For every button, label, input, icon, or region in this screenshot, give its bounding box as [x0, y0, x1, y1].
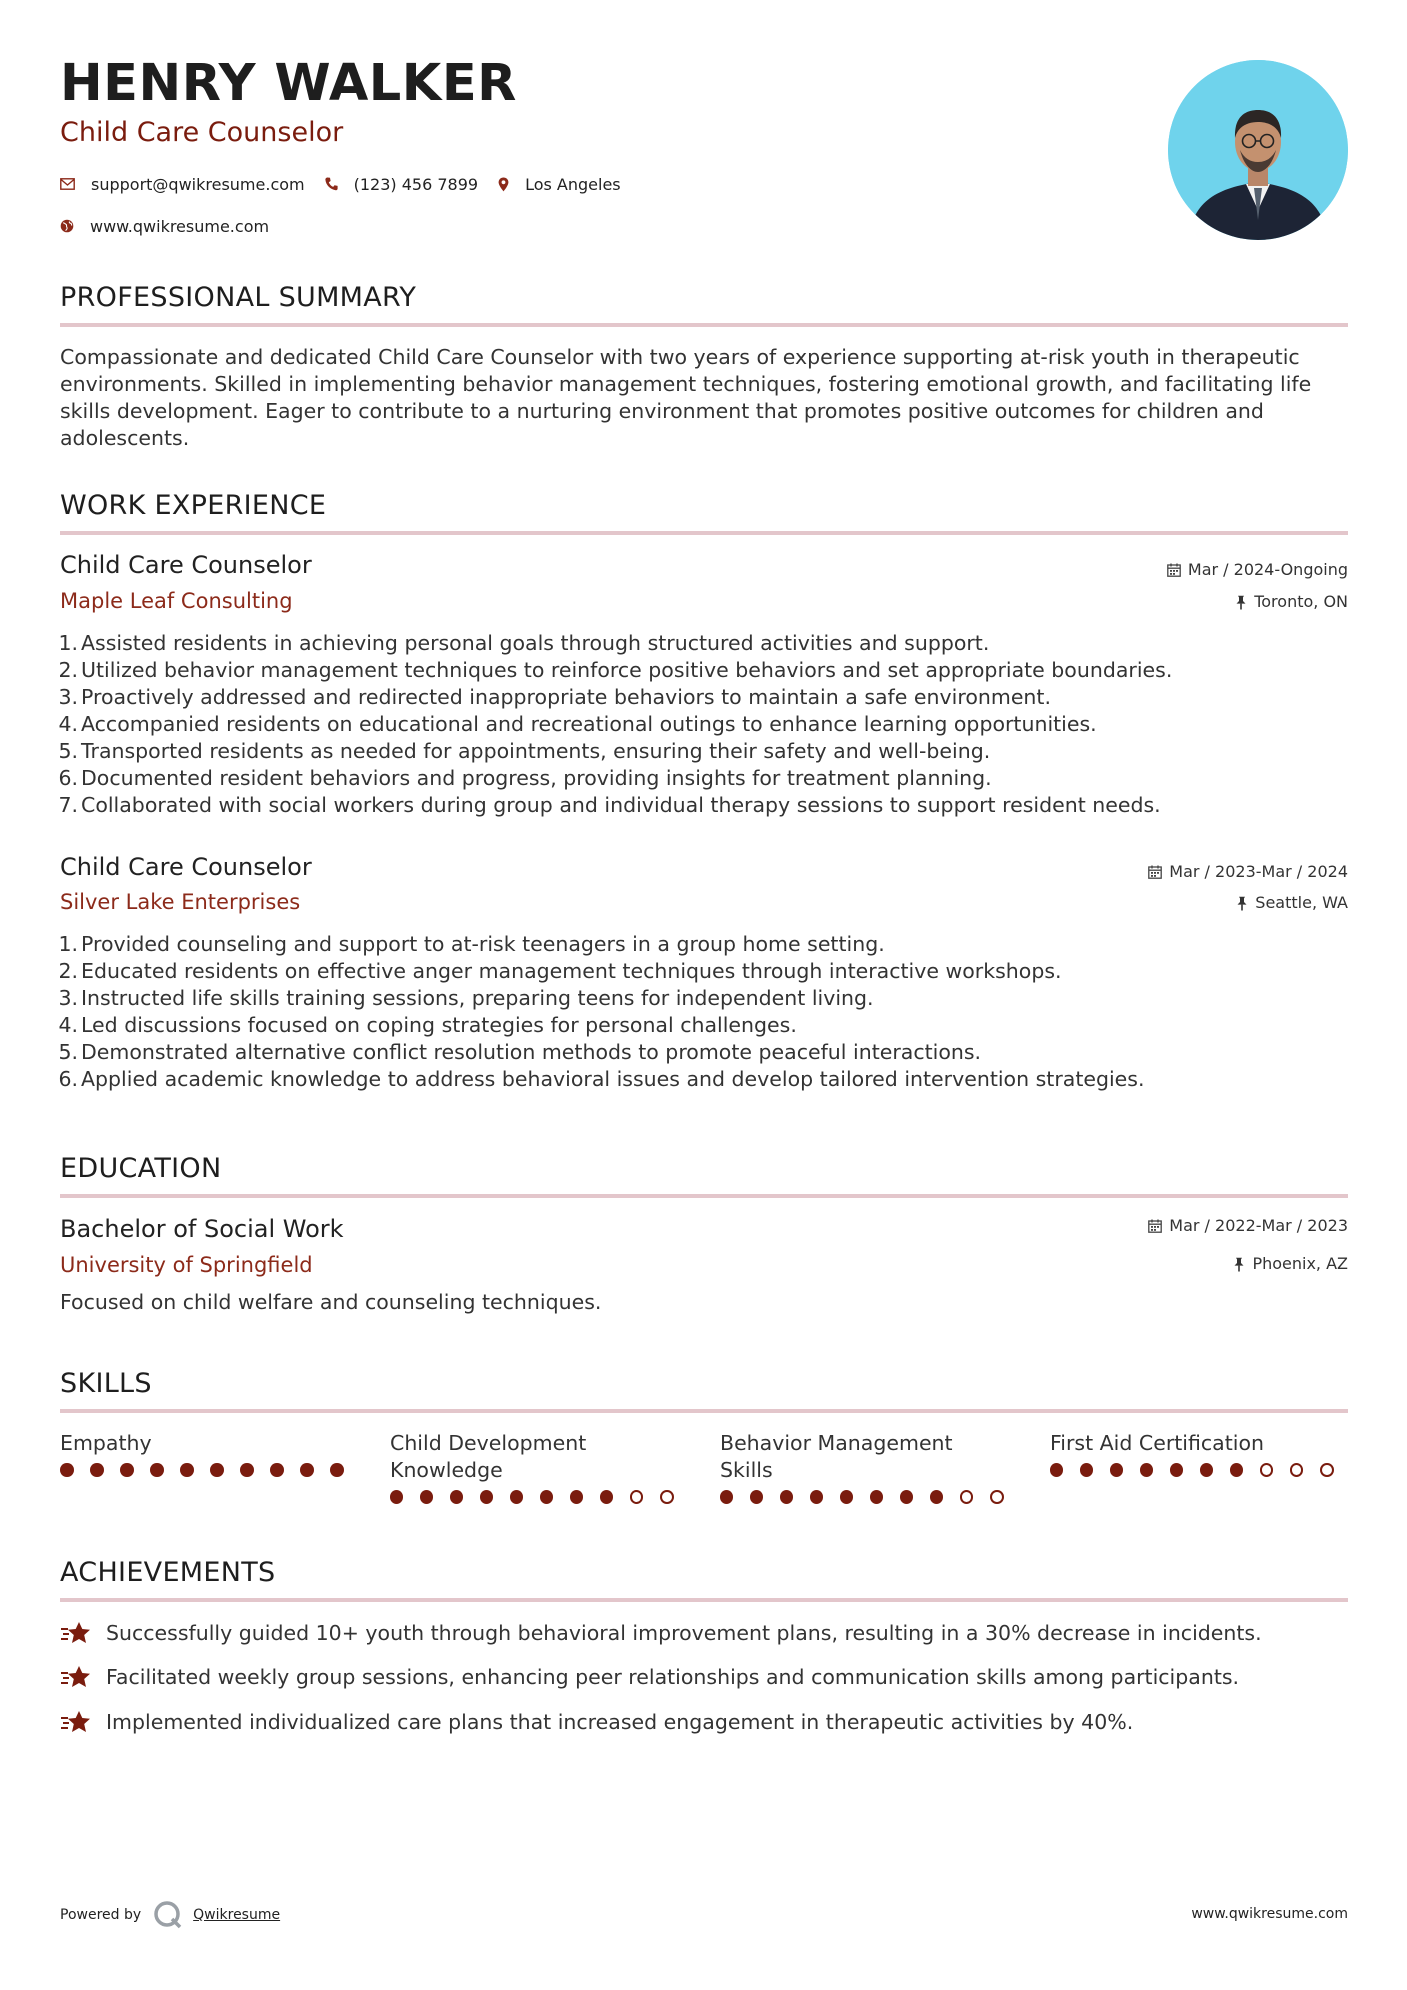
rating-dot-filled: [180, 1463, 194, 1477]
email-icon: [60, 178, 75, 190]
skill-rating: [1050, 1463, 1350, 1477]
job-1-location: [1235, 594, 1348, 610]
pushpin-icon: [1236, 896, 1248, 911]
rating-dot-filled: [210, 1463, 224, 1477]
rating-dot-filled: [930, 1490, 943, 1504]
job-1-company: Maple Leaf Consulting: [60, 589, 293, 613]
bullet-number: 6.: [58, 1067, 78, 1091]
rating-dot-filled: [90, 1463, 104, 1477]
bullet-number: 4.: [58, 1013, 78, 1037]
skills-heading: SKILLS: [60, 1369, 1348, 1413]
skill-name: Empathy: [60, 1431, 152, 1455]
location-text: Los Angeles: [525, 174, 621, 194]
skill-name: First Aid Certification: [1050, 1431, 1265, 1455]
profile-portrait-illustration: [1168, 60, 1348, 240]
contact-info: [60, 172, 920, 256]
globe-icon: [60, 219, 74, 233]
rating-dot-empty: [960, 1490, 974, 1504]
calendar-icon: [1148, 865, 1162, 879]
rating-dot-empty: [1260, 1463, 1274, 1477]
bullet-item: [48, 765, 1348, 792]
candidate-name: HENRY WALKER: [60, 54, 517, 113]
powered-by-text: Powered by: [60, 1907, 142, 1923]
bullet-text: Educated residents on effective anger management techniques through interactive workshops.: [81, 959, 1062, 983]
skill-name: Behavior Management Skills: [720, 1431, 953, 1482]
achievement-text: Successfully guided 10+ youth through behavioral improvement plans, resulting in a 30% decrease in incidents.: [106, 1621, 1262, 1645]
bullet-number: 1.: [58, 932, 78, 956]
bullet-item: [48, 684, 1348, 711]
rating-dot-filled: [570, 1490, 583, 1504]
achievement-item: [60, 1620, 1262, 1646]
contact-location: [498, 175, 621, 194]
education-dates: [1148, 1218, 1348, 1234]
bullet-number: 5.: [58, 1040, 78, 1064]
rating-dot-filled: [900, 1490, 913, 1504]
rating-dot-filled: [1200, 1463, 1213, 1477]
bullet-number: 5.: [58, 739, 78, 763]
footer-powered-by: [60, 1900, 280, 1930]
job-1-title: Child Care Counselor: [60, 551, 312, 579]
bullet-text: Demonstrated alternative conflict resolution methods to promote peaceful interactions.: [81, 1040, 982, 1064]
bullet-text: Assisted residents in achieving personal goals through structured activities and support.: [81, 631, 990, 655]
bullet-text: Provided counseling and support to at-risk teenagers in a group home setting.: [81, 932, 885, 956]
bullet-item: [48, 738, 1348, 765]
calendar-icon: [1148, 1219, 1162, 1233]
rating-dot-filled: [450, 1490, 463, 1504]
rating-dot-filled: [540, 1490, 553, 1504]
rating-dot-filled: [240, 1463, 254, 1477]
bullet-text: Utilized behavior management techniques to reinforce positive behaviors and set appropriate boundaries.: [81, 658, 1173, 682]
skill-name: Child Development Knowledge: [390, 1431, 587, 1482]
experience-heading: WORK EXPERIENCE: [60, 491, 1348, 535]
job-2-company: Silver Lake Enterprises: [60, 890, 301, 914]
achievement-text: Facilitated weekly group sessions, enhancing peer relationships and communication skills among participants.: [106, 1665, 1240, 1689]
phone-text: (123) 456 7899: [353, 174, 479, 194]
bullet-text: Accompanied residents on educational and recreational outings to enhance learning opportunities.: [81, 712, 1097, 736]
rating-dot-filled: [60, 1463, 74, 1477]
star-award-icon: [60, 1709, 92, 1735]
rating-dot-filled: [480, 1490, 493, 1504]
bullet-text: Collaborated with social workers during group and individual therapy sessions to support resident needs.: [81, 793, 1161, 817]
rating-dot-filled: [420, 1490, 433, 1504]
education-location: [1233, 1256, 1348, 1272]
skill-rating: [720, 1490, 1020, 1504]
achievement-text: Implemented individualized care plans that increased engagement in therapeutic activities by 40%.: [106, 1710, 1134, 1734]
education-degree: Bachelor of Social Work: [60, 1215, 344, 1243]
qwikresume-logo-icon: [153, 1900, 185, 1930]
bullet-item: [48, 958, 1348, 985]
skill-rating: [390, 1490, 690, 1504]
bullet-number: 2.: [58, 658, 78, 682]
bullet-item: [48, 711, 1348, 738]
star-award-icon: [60, 1664, 92, 1690]
job-2-dates: [1148, 864, 1348, 880]
pushpin-icon: [1233, 1257, 1245, 1272]
summary-heading: PROFESSIONAL SUMMARY: [60, 283, 1348, 327]
bullet-number: 6.: [58, 766, 78, 790]
rating-dot-filled: [1080, 1463, 1093, 1477]
rating-dot-filled: [840, 1490, 853, 1504]
bullet-item: [48, 630, 1348, 657]
rating-dot-filled: [120, 1463, 134, 1477]
bullet-number: 2.: [58, 959, 78, 983]
job-1-dates: [1167, 562, 1348, 578]
star-award-icon: [60, 1620, 92, 1646]
rating-dot-empty: [990, 1490, 1004, 1504]
achievement-item: [60, 1664, 1239, 1690]
bullet-item: [48, 1012, 1348, 1039]
education-heading: EDUCATION: [60, 1154, 1348, 1198]
skill-item: [720, 1430, 1020, 1504]
bullet-text: Documented resident behaviors and progress, providing insights for treatment planning.: [81, 766, 992, 790]
bullet-item: [48, 792, 1348, 819]
bullet-number: 4.: [58, 712, 78, 736]
rating-dot-filled: [750, 1490, 763, 1504]
bullet-item: [48, 657, 1348, 684]
job-1-location-text: Toronto, ON: [1254, 592, 1348, 611]
location-pin-icon: [498, 177, 509, 192]
bullet-item: [48, 1039, 1348, 1066]
contact-website[interactable]: [60, 217, 269, 236]
bullet-text: Applied academic knowledge to address behavioral issues and develop tailored intervention strategies.: [81, 1067, 1145, 1091]
education-location-text: Phoenix, AZ: [1252, 1254, 1348, 1273]
rating-dot-filled: [1170, 1463, 1183, 1477]
achievements-heading: ACHIEVEMENTS: [60, 1558, 1348, 1602]
email-text: support@qwikresume.com: [91, 174, 305, 194]
bullet-item: [48, 931, 1348, 958]
skill-item: [1050, 1430, 1350, 1477]
job-2-bullets: [48, 931, 1348, 1093]
job-2-location-text: Seattle, WA: [1255, 893, 1348, 912]
phone-icon: [325, 177, 338, 191]
profile-photo: [1168, 60, 1348, 240]
education-dates-text: Mar / 2022-Mar / 2023: [1169, 1216, 1348, 1235]
rating-dot-filled: [1140, 1463, 1153, 1477]
footer-website[interactable]: www.qwikresume.com: [1191, 1906, 1348, 1922]
rating-dot-filled: [510, 1490, 523, 1504]
contact-email[interactable]: [60, 175, 305, 194]
rating-dot-filled: [1050, 1463, 1063, 1477]
job-2-location: [1236, 895, 1348, 911]
candidate-role: Child Care Counselor: [60, 117, 344, 148]
job-2-title: Child Care Counselor: [60, 853, 312, 881]
education-description: Focused on child welfare and counseling techniques.: [60, 1290, 602, 1314]
rating-dot-empty: [1320, 1463, 1334, 1477]
bullet-text: Proactively addressed and redirected inappropriate behaviors to maintain a safe environment.: [81, 685, 1051, 709]
rating-dot-filled: [720, 1490, 733, 1504]
qwikresume-link[interactable]: Qwikresume: [193, 1907, 281, 1923]
rating-dot-filled: [810, 1490, 823, 1504]
job-1-dates-text: Mar / 2024-Ongoing: [1187, 560, 1348, 579]
calendar-icon: [1167, 563, 1181, 577]
bullet-number: 1.: [58, 631, 78, 655]
rating-dot-filled: [870, 1490, 883, 1504]
rating-dot-filled: [390, 1490, 403, 1504]
skill-rating: [60, 1463, 360, 1477]
bullet-number: 3.: [58, 986, 78, 1010]
bullet-text: Led discussions focused on coping strategies for personal challenges.: [81, 1013, 797, 1037]
job-2-dates-text: Mar / 2023-Mar / 2024: [1169, 862, 1348, 881]
rating-dot-filled: [780, 1490, 793, 1504]
bullet-number: 3.: [58, 685, 78, 709]
bullet-number: 7.: [58, 793, 78, 817]
rating-dot-empty: [1290, 1463, 1304, 1477]
rating-dot-filled: [150, 1463, 164, 1477]
skill-item: [390, 1430, 690, 1504]
bullet-item: [48, 985, 1348, 1012]
bullet-text: Transported residents as needed for appointments, ensuring their safety and well-being.: [81, 739, 991, 763]
bullet-text: Instructed life skills training sessions, preparing teens for independent living.: [81, 986, 874, 1010]
education-school: University of Springfield: [60, 1253, 313, 1277]
rating-dot-filled: [600, 1490, 613, 1504]
rating-dot-empty: [630, 1490, 644, 1504]
skill-item: [60, 1430, 360, 1477]
bullet-item: [48, 1066, 1348, 1093]
rating-dot-filled: [300, 1463, 314, 1477]
job-1-bullets: [48, 630, 1348, 819]
rating-dot-filled: [1230, 1463, 1243, 1477]
pushpin-icon: [1235, 595, 1247, 610]
website-text: www.qwikresume.com: [90, 216, 270, 236]
achievement-item: [60, 1709, 1133, 1735]
contact-phone[interactable]: [325, 175, 478, 194]
rating-dot-empty: [660, 1490, 674, 1504]
rating-dot-filled: [270, 1463, 284, 1477]
summary-text: Compassionate and dedicated Child Care Counselor with two years of experience supporting at-risk youth in therapeutic environments. Skilled in implementing behavior management techniques, fostering emotional growth, and facilitating life skills development. Eager to contribute to a nurturing environment that promotes positive outcomes for children and adolescents.: [60, 345, 1312, 450]
rating-dot-filled: [330, 1463, 344, 1477]
rating-dot-filled: [1110, 1463, 1123, 1477]
